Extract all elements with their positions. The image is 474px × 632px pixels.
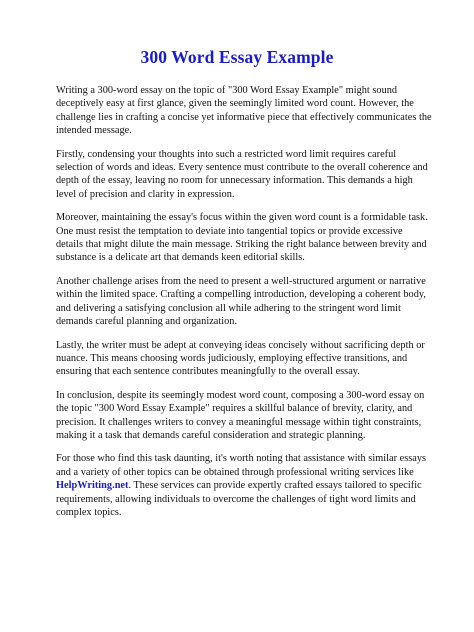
paragraph-another-challenge: Another challenge arises from the need to present a well-structured argument or narrative within the limited space. Crafting a compelling introduction, developing a coherent body, and delivering a satisfying conclusion all while adhering to the stringent word limit demands careful planning and organization. <box>56 275 426 328</box>
closing-text-after-link: . These services can provide expertly crafted essays tailored to specific requirements, allowing individuals to overcome the challenges of tight word limits and complex topics. <box>56 480 422 518</box>
closing-text-before-link: For those who find this task daunting, it's worth noting that assistance with similar essays and a variety of other topics can be obtained through professional writing services like <box>56 453 427 478</box>
paragraph-moreover: Moreover, maintaining the essay's focus within the given word count is a formidable task. One must resist the temptation to deviate into tangential topics or provide excessive details that might dilute the main message. Striking the right balance between brevity and substance is a delicate art that demands keen editorial skills. <box>56 212 428 264</box>
paragraph-lastly: Lastly, the writer must be adept at conveying ideas concisely without sacrificing depth or nuance. This means choosing words judiciously, employing effective transitions, and ensuring that each sentence contributes meaningfully to the overall essay. <box>56 339 425 378</box>
paragraph-intro: Writing a 300-word essay on the topic of "300 Word Essay Example" might sound deceptively easy at first glance, given the seemingly limited word count. However, the challenge lies in crafting a concise yet informative piece that effectively communicates the intended message. <box>56 85 432 137</box>
paragraph-firstly: Firstly, condensing your thoughts into such a restricted word limit requires careful selection of words and ideas. Every sentence must contribute to the overall coherence and depth of the essay, leaving no room for unnecessary information. This demands a high level of precision and clarity in expression. <box>56 148 428 200</box>
paragraph-closing <box>56 452 432 519</box>
helpwriting-link[interactable]: HelpWriting.net <box>56 480 129 492</box>
document-title: 300 Word Essay Example <box>140 47 334 67</box>
paragraph-conclusion: In conclusion, despite its seemingly modest word count, composing a 300-word essay on the topic "300 Word Essay Example" requires a skillful balance of brevity, clarity, and precision. It challenges writers to convey a meaningful message within tight constraints, making it a task that demands careful consideration and strategic planning. <box>56 389 425 441</box>
document-body <box>56 84 432 529</box>
